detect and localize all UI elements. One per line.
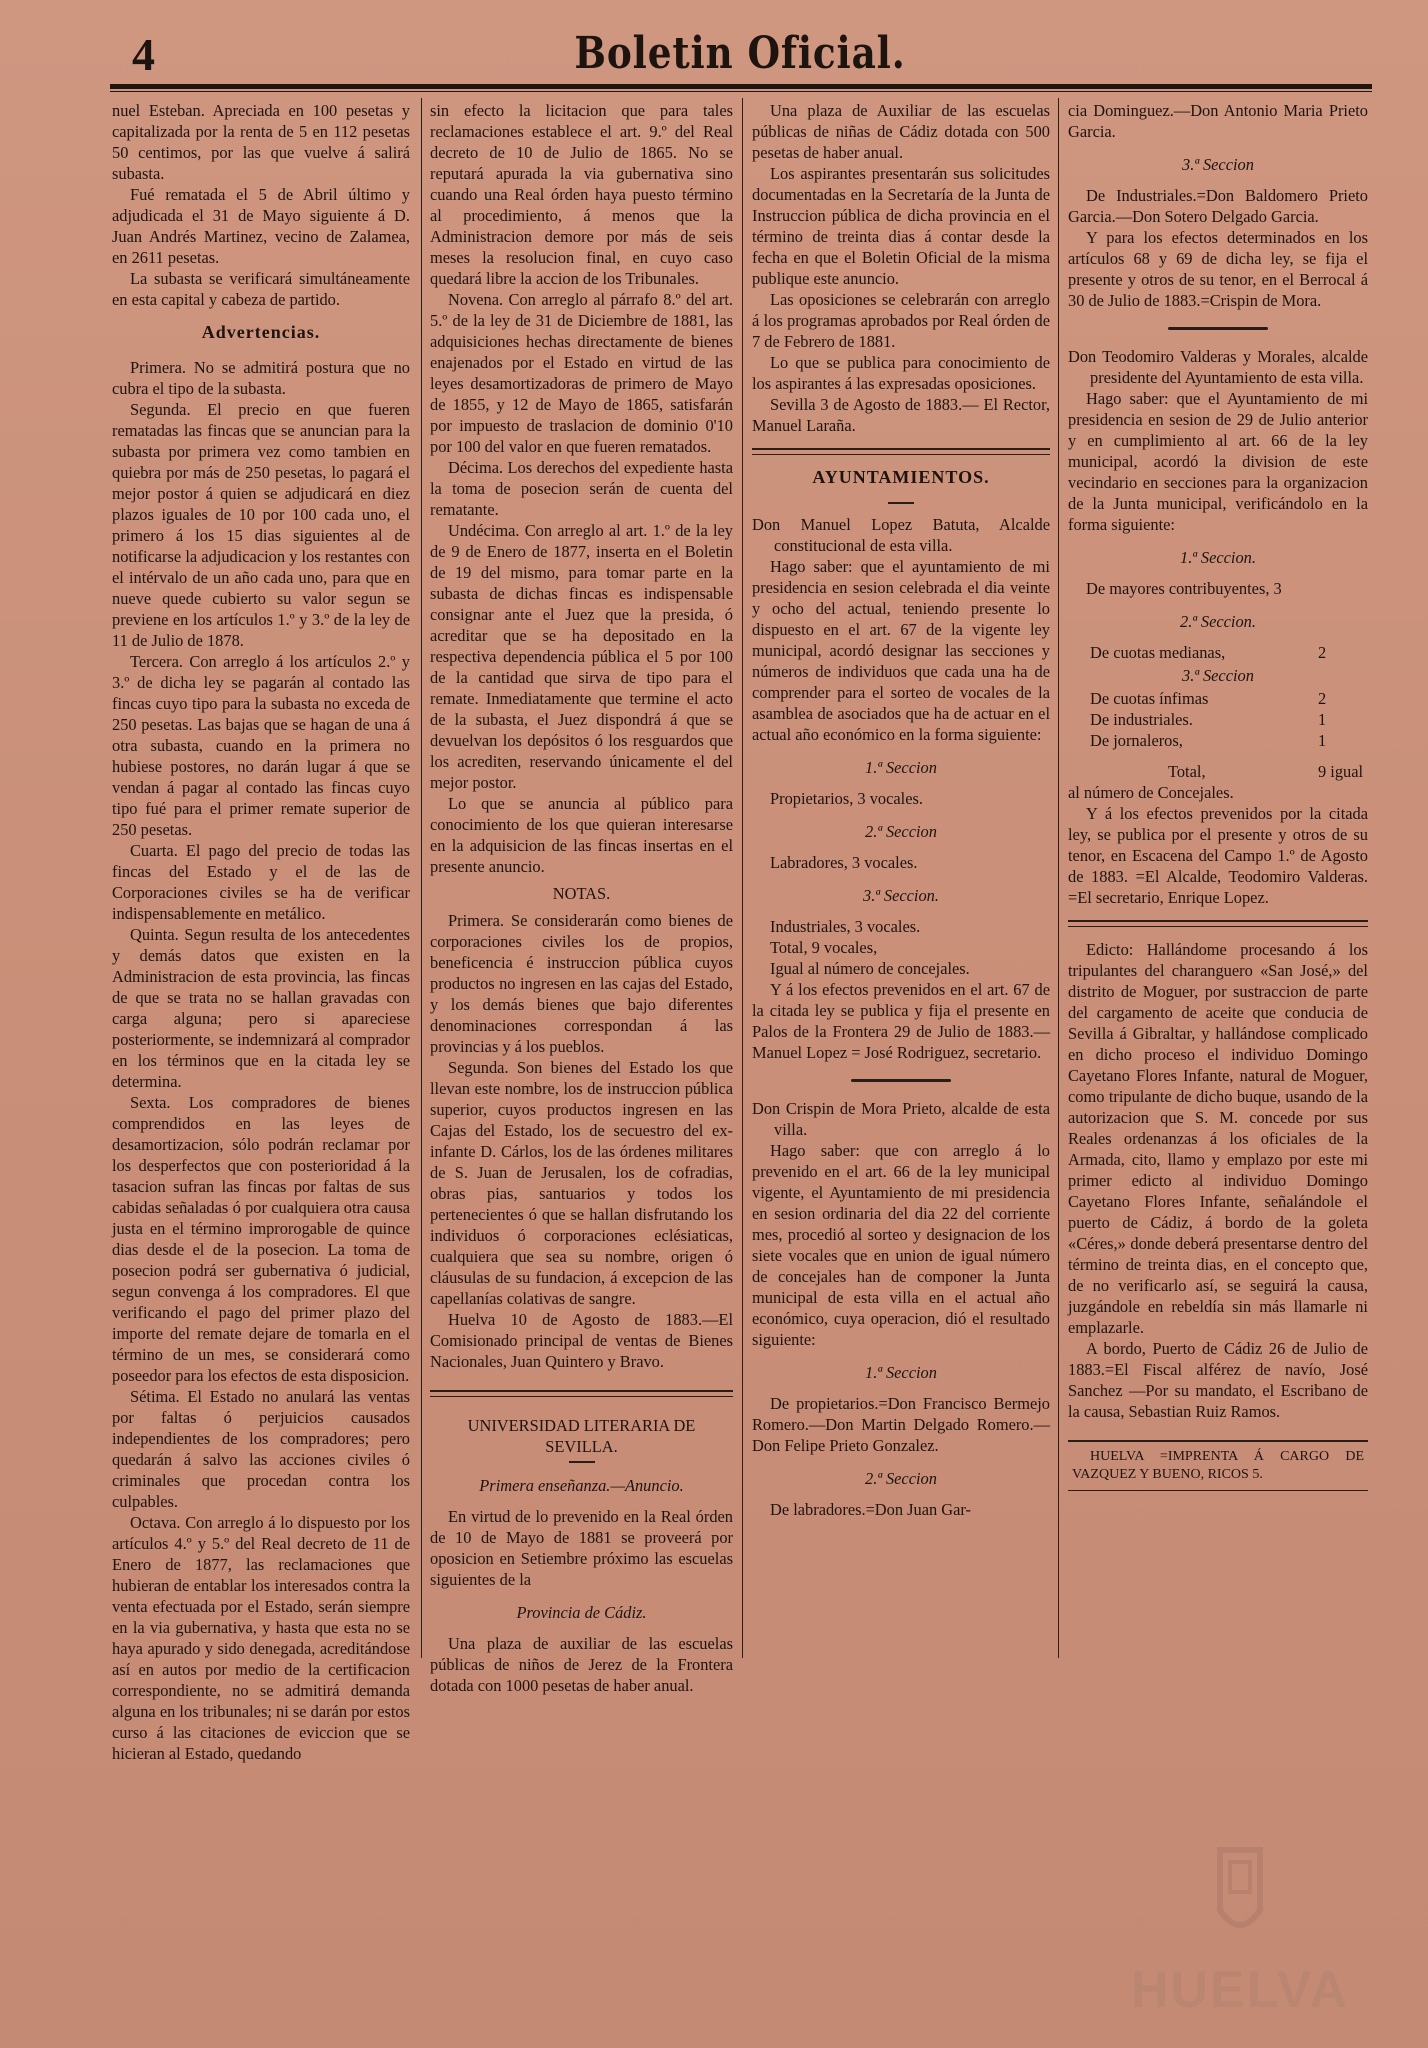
paragraph: De mayores contribuyentes, 3 [1086, 579, 1282, 598]
paragraph: Quinta. Segun resulta de los antecedentes y demás datos que existen en la Administracion de esta provincia, las fincas de que se trata no se hallan gravadas con carga alguna; pero si apareciese posteriormente, se indemnizará al comprador en los términos que en la citada ley se determina. [112, 925, 410, 1091]
paragraph: Propietarios, 3 vocales. [770, 789, 923, 808]
paragraph: Don Teodomiro Valderas y Morales, alcalde presidente del Ayuntamiento de esta villa. [1068, 347, 1368, 387]
column-4 [1068, 100, 1368, 1491]
section-label: 2.ª Seccion. [1180, 612, 1256, 631]
paragraph: La subasta se verificará simultáneamente en esta capital y cabeza de partido. [112, 269, 410, 309]
paragraph: Industriales, 3 vocales. [770, 917, 921, 936]
paragraph: Sevilla 3 de Agosto de 1883.— El Rector, Manuel Laraña. [752, 395, 1050, 435]
table-row-total [1068, 761, 1368, 782]
section-label: 2.ª Seccion [865, 822, 937, 841]
university-heading: UNIVERSIDAD LITERARIA DE [467, 1416, 696, 1435]
separator-rule [1168, 327, 1268, 330]
paragraph: cia Dominguez.—Don Antonio Maria Prieto Garcia. [1068, 101, 1368, 141]
row-value: 2 [1318, 643, 1327, 662]
paragraph: Don Manuel Lopez Batuta, Alcalde constitucional de esta villa. [752, 515, 1050, 555]
row-label: Total, [1168, 762, 1206, 781]
section-label: 3.ª Seccion. [863, 886, 939, 905]
paragraph: Cuarta. El pago del precio de todas las fincas del Estado y el de las de Corporaciones civiles se ha de verificar indispensablemente en metálico. [112, 841, 410, 923]
paragraph: Hago saber: que con arreglo á lo prevenido en el art. 66 de la ley municipal vigente, el Ayuntamiento de mi presidencia en sesion ordinaria del dia 22 del corriente mes, procedió al sorteo y designacion de los siete vocales que en union de igual número de concejales han de componer la Junta municipal de esta villa en el actual año económico, cuya operacion, dió el resultado siguiente: [752, 1141, 1050, 1349]
coat-of-arms-icon [1110, 1840, 1370, 1960]
section-rule [752, 448, 1050, 455]
paragraph: Hago saber: que el ayuntamiento de mi presidencia en sesion celebrada el dia veinte y ocho del actual, teniendo presente lo dispuesto en el art. 67 de la vigente ley municipal, acordó designar las secciones y números de individuos que cada una ha de comprender para el sorteo de vocales de la asamblea de asociados que ha de actuar en el actual año económico en la forma siguiente: [752, 557, 1050, 744]
paragraph: Y á los efectos prevenidos en el art. 67 de la citada ley se publica y fija el presente en Palos de la Frontera 29 de Julio de 1883.— Manuel Lopez = José Rodriguez, secretario. [752, 980, 1050, 1062]
announcement-subtitle: Primera enseñanza.—Anuncio. [479, 1476, 684, 1495]
section-label: 1.ª Seccion [865, 1363, 937, 1382]
paragraph: Décima. Los derechos del expediente hasta la toma de posecion serán de cuenta del rematante. [430, 458, 733, 519]
paragraph: Labradores, 3 vocales. [770, 853, 918, 872]
page-header [110, 28, 1370, 78]
paragraph: Primera. Se considerarán como bienes de corporaciones civiles los de propios, beneficencia é instruccion pública cuyos productos no ingresen en las cajas del Estado, y los demás bienes que bajo diferentes denominaciones correspondan á las provincias y á los pueblos. [430, 911, 733, 1056]
small-rule [888, 502, 914, 504]
province-subtitle: Provincia de Cádiz. [516, 1603, 647, 1622]
column-divider [1058, 98, 1059, 1658]
header-rule-thin [110, 91, 1372, 92]
paragraph: Huelva 10 de Agosto de 1883.—El Comisionado principal de ventas de Bienes Nacionales, Juan Quintero y Bravo. [430, 1310, 733, 1371]
paragraph: Octava. Con arreglo á lo dispuesto por los artículos 4.º y 5.º del Real decreto de 11 de Enero de 1877, las reclamaciones que hubieran de entablar los interesados contra la venta efectuada por el Estado, serán siempre en la via gubernativa, y hasta que esta no se haya apurado y sido denegada, acreditándose así en autos por medio de la certificacion correspondiente, no se admitirá demanda alguna en los tribunales; ni se darán por estos curso á las citaciones de eviccion que se hicieran al Estado, quedando [112, 1513, 410, 1763]
small-rule [569, 1461, 595, 1463]
row-label: De jornaleros, [1090, 731, 1183, 750]
section-heading: AYUNTAMIENTOS. [812, 467, 990, 487]
paragraph: Lo que se publica para conocimiento de los aspirantes á las expresadas oposiciones. [752, 353, 1050, 393]
column-divider [421, 98, 422, 1658]
paragraph: Hago saber: que el Ayuntamiento de mi presidencia en sesion de 29 de Julio anterior y en cumplimiento al art. 66 de la ley municipal, acordó la division de este vecindario en secciones para la organizacion de la Junta municipal, verificándolo en la forma siguiente: [1068, 389, 1368, 534]
paragraph: Igual al número de concejales. [770, 959, 970, 978]
paragraph: Fué rematada el 5 de Abril último y adjudicada el 31 de Mayo siguiente á D. Juan Andrés Martinez, vecino de Zalamea, en 2611 pesetas. [112, 185, 410, 267]
notes-heading: NOTAS. [552, 884, 611, 903]
section-rule [430, 1390, 733, 1397]
paragraph: A bordo, Puerto de Cádiz 26 de Julio de 1883.=El Fiscal alférez de navío, José Sanchez —Por su mandato, el Escribano de la causa, Sebastian Ruiz Ramos. [1068, 1339, 1368, 1421]
paragraph: Primera. No se admitirá postura que no cubra el tipo de la subasta. [112, 358, 410, 398]
paragraph: Una plaza de Auxiliar de las escuelas públicas de niñas de Cádiz dotada con 500 pesetas de haber anual. [752, 101, 1050, 162]
table-row [1068, 730, 1368, 751]
paragraph: Lo que se anuncia al público para conocimiento de los que quieran interesarse en la adquisicion de las fincas insertas en el presente anuncio. [430, 794, 733, 876]
section-label: 3.ª Seccion [1182, 666, 1254, 685]
university-heading-city: SEVILLA. [545, 1437, 618, 1456]
column-1 [112, 100, 410, 1764]
row-value: 2 [1318, 689, 1327, 708]
paragraph: Tercera. Con arreglo á los artículos 2.º y 3.º de dicha ley se pagarán al contado las fincas cuyo tipo para la subasta no exceda de 250 pesetas. Las bajas que se hagan de una á otra subasta, cuando en la primera no hubiese postores, no darán lugar á que se vendan á pagar al contado las fincas cuyo tipo fué para el primer remate superior de 250 pesetas. [112, 652, 410, 839]
section-label: 1.ª Seccion [865, 758, 937, 777]
paragraph: Y para los efectos determinados en los artículos 68 y 69 de dicha ley, se fija el presente y otros de su tenor, en el Berrocal á 30 de Julio de 1883.=Crispin de Mora. [1068, 228, 1368, 310]
page-number: 4 [132, 29, 155, 80]
paragraph: Segunda. El precio en que fueren rematadas las fincas que se anuncian para la subasta por primera vez como tambien en quiebra por más de 250 pesetas, lo pagará el mejor postor á quien se adjudicará en diez plazos iguales de 10 por 100 cada uno, el primero á los 15 dias siguientes al de notificarse la adjudicacion y los restantes con el intérvalo de un año cada uno, para que en nueve quede cubierto su valor segun se previene en los artículos 1.º y 3.º de la ley de 11 de Julio de 1878. [112, 400, 410, 650]
paragraph: De propietarios.=Don Francisco Bermejo Romero.—Don Martin Delgado Romero.—Don Felipe Prieto Gonzalez. [752, 1394, 1050, 1455]
paragraph: Sexta. Los compradores de bienes comprendidos en las leyes de desamortizacion, sólo podrán reclamar por los desperfectos que con posterioridad á la tasacion sufran las fincas por faltas de sus cabidas señaladas ó por cualquiera otra causa justa en el término improrogable de quince dias desde el de la posecion. La toma de posecion podrá ser gubernativa ó judicial, segun convenga á los compradores. El que verificando el pago del primer plazo del importe del remate dejare de tomarla en el término de un mes, se considerará como poseedor para los efectos de esta disposicion. [112, 1093, 410, 1385]
paragraph: Total, 9 vocales, [770, 938, 878, 957]
paragraph: En virtud de lo prevenido en la Real órden de 10 de Mayo de 1881 se proveerá por oposicion en Setiembre próximo las escuelas siguientes de la [430, 1507, 733, 1589]
paragraph: Edicto: Hallándome procesando á los tripulantes del charanguero «San José,» del distrito de Moguer, por sustraccion de parte del cargamento de aceite que conducia de Sevilla á Gibraltar, y hallándose complicado en dicho proceso el individuo Domingo Cayetano Flores Infante, natural de Moguer, como tripulante de dicho buque, usando de la autorizacion que S. M. concede por sus Reales ordenanzas á los oficiales de la Armada, cito, llamo y emplazo por este mi primer edicto al individuo Domingo Cayetano Flores Infante, señalándole el puerto de Cádiz, á bordo de la goleta «Céres,» donde deberá presentarse dentro del término de treinta dias, en el concepto que, de no verificarlo así, se seguirá la causa, juzgándole en rebeldía sin más llamarle ni emplazarle. [1068, 940, 1368, 1337]
section-label: 3.ª Seccion [1182, 155, 1254, 174]
section-rule [1068, 920, 1368, 927]
row-value: 1 [1318, 710, 1327, 729]
row-label: De industriales. [1090, 710, 1193, 729]
paragraph: Segunda. Son bienes del Estado los que llevan este nombre, los de instruccion pública superior, cuyos productos ingresen en las Cajas del Estado, los de secuestro del ex-infante D. Cárlos, los de las órdenes militares de S. Juan de Jerusalen, los de cofradias, obras pias, santuarios y todos los pertenecientes ó que se hallan disfrutando los individuos ó corporaciones eclésiaticas, cualquiera que sea su nombre, origen ó cláusulas de su fundacion, á excepcion de las capellanías colativas de sangre. [430, 1058, 733, 1308]
watermark-text: HUELVA [1130, 1961, 1350, 2019]
header-rule [110, 84, 1372, 89]
table-row [1068, 688, 1368, 709]
printer-imprint: HUELVA =IMPRENTA Á CARGO DE VAZQUEZ Y BUENO, RICOS 5. [1068, 1440, 1368, 1491]
paragraph: Y á los efectos prevenidos por la citada ley, se publica por el presente y otros de su tenor, en Escacena del Campo 1.º de Agosto de 1883. =El Alcalde, Teodomiro Valderas. =El secretario, Enrique Lopez. [1068, 804, 1368, 907]
section-heading: Advertencias. [201, 322, 321, 342]
archive-watermark [1110, 1840, 1370, 2020]
column-3 [752, 100, 1050, 1520]
row-label: De cuotas ínfimas [1090, 689, 1209, 708]
paragraph: Una plaza de auxiliar de las escuelas públicas de niños de Jerez de la Frontera dotada con 1000 pesetas de haber anual. [430, 1634, 733, 1695]
section-label: 1.ª Seccion. [1180, 548, 1256, 567]
paragraph: Los aspirantes presentarán sus solicitudes documentadas en la Secretaría de la Junta de Instruccion pública de dicha provincia en el término de treinta dias á contar desde la fecha en que el Boletin Oficial de la misma publique este anuncio. [752, 164, 1050, 288]
column-2 [430, 100, 733, 1696]
paragraph: De Industriales.=Don Baldomero Prieto Garcia.—Don Sotero Delgado Garcia. [1068, 186, 1368, 226]
paragraph: nuel Esteban. Apreciada en 100 pesetas y capitalizada por la renta de 5 en 112 pesetas 50 centimos, por las que vuelve á salirá subasta. [112, 101, 410, 183]
paragraph: al número de Concejales. [1068, 783, 1234, 802]
paragraph: Sétima. El Estado no anulará las ventas por faltas ó perjuicios causados independientes de los compradores; pero quedarán á salvo las acciones civiles ó criminales que procedan contra los culpables. [112, 1387, 410, 1511]
table-row [1068, 642, 1368, 663]
row-value: 9 igual [1318, 762, 1364, 781]
table-row [1068, 709, 1368, 730]
masthead-title: Boletin Oficial. [574, 28, 906, 79]
row-value: 1 [1318, 731, 1327, 750]
paragraph: Las oposiciones se celebrarán con arreglo á los programas aprobados por Real órden de 7 de Febrero de 1881. [752, 290, 1050, 351]
paragraph: sin efecto la licitacion que para tales reclamaciones establece el art. 9.º del Real decreto de 10 de Julio de 1865. No se reputará apurada la via gubernativa sino cuando una Real órden haya puesto término al procedimiento, á menos que la Administracion demore por más de seis meses la resolucion final, en cuyo caso quedará libre la accion de los Tribunales. [430, 101, 733, 288]
row-label: De cuotas medianas, [1090, 643, 1226, 662]
paragraph: De labradores.=Don Juan Gar- [770, 1500, 971, 1519]
section-label: 2.ª Seccion [865, 1469, 937, 1488]
paragraph: Undécima. Con arreglo al art. 1.º de la ley de 9 de Enero de 1877, inserta en el Boletin de 19 del mismo, para tomar parte en la subasta de dichas fincas es indispensable consignar ante el Juez que la presida, ó acreditar que se ha depositado en la respectiva dependencia pública el 5 por 100 de la cantidad que sirva de tipo para el remate. Inmediatamente que termine el acto de la subasta, el Juez dispondrá á que se devuelvan los depósitos ó los resguardos que los acrediten, reservando únicamente el del mejor postor. [430, 521, 733, 792]
paragraph: Novena. Con arreglo al párrafo 8.º del art. 5.º de la ley de 31 de Diciembre de 1881, las adquisiciones hechas directamente de bienes enajenados por el Estado en virtud de las leyes desamortizadoras de primero de Mayo de 1855, y 12 de Mayo de 1865, satisfarán por impuesto de traslacion de dominio 0'10 por 100 del valor en que fueren rematados. [430, 290, 733, 456]
paragraph: Don Crispin de Mora Prieto, alcalde de esta villa. [752, 1099, 1050, 1139]
column-divider [742, 98, 743, 1658]
separator-rule [851, 1079, 951, 1082]
